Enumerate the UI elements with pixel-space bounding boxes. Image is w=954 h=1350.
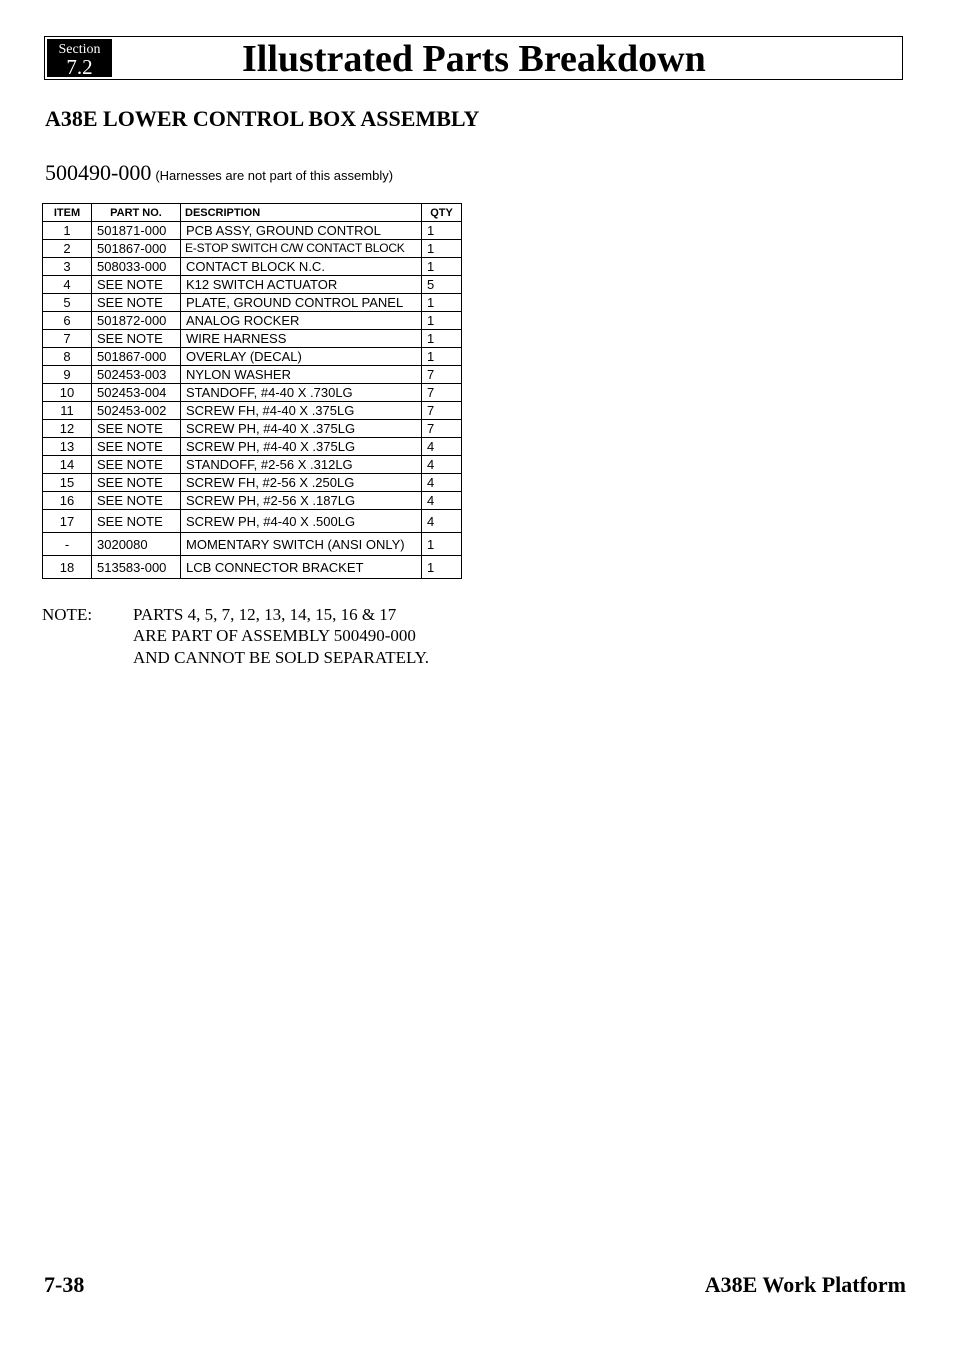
qty-cell: 7 bbox=[422, 366, 462, 384]
item-cell: 1 bbox=[43, 222, 92, 240]
table-row bbox=[43, 312, 462, 330]
part-no-cell: 513583-000 bbox=[92, 556, 181, 579]
table-row bbox=[43, 438, 462, 456]
description-cell: WIRE HARNESS bbox=[181, 330, 422, 348]
item-cell: 3 bbox=[43, 258, 92, 276]
qty-cell: 4 bbox=[422, 510, 462, 533]
qty-cell: 4 bbox=[422, 438, 462, 456]
item-cell: 13 bbox=[43, 438, 92, 456]
table-row bbox=[43, 384, 462, 402]
qty-cell: 4 bbox=[422, 456, 462, 474]
table-row bbox=[43, 276, 462, 294]
section-badge bbox=[47, 39, 112, 77]
note-line: PARTS 4, 5, 7, 12, 13, 14, 15, 16 & 17 bbox=[133, 605, 397, 624]
item-cell: 8 bbox=[43, 348, 92, 366]
qty-cell: 1 bbox=[422, 330, 462, 348]
table-header-row bbox=[43, 204, 462, 222]
part-no-cell: 501867-000 bbox=[92, 240, 181, 258]
qty-cell: 4 bbox=[422, 492, 462, 510]
part-no-cell: SEE NOTE bbox=[92, 330, 181, 348]
item-cell: 12 bbox=[43, 420, 92, 438]
item-cell: 9 bbox=[43, 366, 92, 384]
assembly-part-number bbox=[45, 160, 393, 186]
description-cell: PLATE, GROUND CONTROL PANEL bbox=[181, 294, 422, 312]
item-cell: 14 bbox=[43, 456, 92, 474]
header-qty: QTY bbox=[422, 204, 462, 222]
part-no-cell: 502453-003 bbox=[92, 366, 181, 384]
description-cell: CONTACT BLOCK N.C. bbox=[181, 258, 422, 276]
description-cell: MOMENTARY SWITCH (ANSI ONLY) bbox=[181, 533, 422, 556]
description-cell: ANALOG ROCKER bbox=[181, 312, 422, 330]
description-cell: STANDOFF, #4-40 X .730LG bbox=[181, 384, 422, 402]
item-cell: 17 bbox=[43, 510, 92, 533]
part-no-cell: 502453-002 bbox=[92, 402, 181, 420]
part-no-cell: 501872-000 bbox=[92, 312, 181, 330]
table-row bbox=[43, 366, 462, 384]
description-cell: SCREW PH, #4-40 X .375LG bbox=[181, 438, 422, 456]
part-number-note: (Harnesses are not part of this assembly) bbox=[155, 168, 394, 183]
section-label: Section bbox=[58, 42, 101, 57]
table-row bbox=[43, 420, 462, 438]
description-cell: STANDOFF, #2-56 X .312LG bbox=[181, 456, 422, 474]
part-no-cell: SEE NOTE bbox=[92, 474, 181, 492]
description-cell: K12 SWITCH ACTUATOR bbox=[181, 276, 422, 294]
parts-table-body bbox=[43, 222, 462, 579]
qty-cell: 1 bbox=[422, 240, 462, 258]
part-no-cell: 3020080 bbox=[92, 533, 181, 556]
description-cell: SCREW PH, #4-40 X .375LG bbox=[181, 420, 422, 438]
description-cell: SCREW FH, #4-40 X .375LG bbox=[181, 402, 422, 420]
description-cell: PCB ASSY, GROUND CONTROL bbox=[181, 222, 422, 240]
item-cell: 18 bbox=[43, 556, 92, 579]
table-row bbox=[43, 240, 462, 258]
part-no-cell: SEE NOTE bbox=[92, 510, 181, 533]
part-no-cell: SEE NOTE bbox=[92, 276, 181, 294]
qty-cell: 4 bbox=[422, 474, 462, 492]
part-no-cell: 501871-000 bbox=[92, 222, 181, 240]
part-no-cell: 501867-000 bbox=[92, 348, 181, 366]
note-line: ARE PART OF ASSEMBLY 500490-000 bbox=[133, 626, 416, 645]
table-row bbox=[43, 330, 462, 348]
header-item: ITEM bbox=[43, 204, 92, 222]
table-row bbox=[43, 402, 462, 420]
part-number-value: 500490-000 bbox=[45, 160, 152, 185]
part-no-cell: SEE NOTE bbox=[92, 456, 181, 474]
part-no-cell: SEE NOTE bbox=[92, 294, 181, 312]
description-cell: LCB CONNECTOR BRACKET bbox=[181, 556, 422, 579]
qty-cell: 1 bbox=[422, 533, 462, 556]
description-cell: SCREW PH, #4-40 X .500LG bbox=[181, 510, 422, 533]
qty-cell: 5 bbox=[422, 276, 462, 294]
description-cell: OVERLAY (DECAL) bbox=[181, 348, 422, 366]
qty-cell: 1 bbox=[422, 348, 462, 366]
header-part-no: PART NO. bbox=[92, 204, 181, 222]
item-cell: 6 bbox=[43, 312, 92, 330]
qty-cell: 1 bbox=[422, 312, 462, 330]
description-cell: NYLON WASHER bbox=[181, 366, 422, 384]
item-cell: 10 bbox=[43, 384, 92, 402]
description-cell: SCREW PH, #2-56 X .187LG bbox=[181, 492, 422, 510]
qty-cell: 7 bbox=[422, 384, 462, 402]
table-row bbox=[43, 456, 462, 474]
qty-cell: 1 bbox=[422, 294, 462, 312]
item-cell: 11 bbox=[43, 402, 92, 420]
page-number: 7-38 bbox=[44, 1272, 85, 1297]
part-no-cell: SEE NOTE bbox=[92, 420, 181, 438]
table-row bbox=[43, 258, 462, 276]
item-cell: 5 bbox=[43, 294, 92, 312]
header-description: DESCRIPTION bbox=[181, 204, 422, 222]
item-cell: 2 bbox=[43, 240, 92, 258]
part-no-cell: 508033-000 bbox=[92, 258, 181, 276]
qty-cell: 1 bbox=[422, 222, 462, 240]
table-row bbox=[43, 294, 462, 312]
item-cell: 4 bbox=[43, 276, 92, 294]
description-cell: SCREW FH, #2-56 X .250LG bbox=[181, 474, 422, 492]
qty-cell: 1 bbox=[422, 556, 462, 579]
qty-cell: 7 bbox=[422, 420, 462, 438]
note-line: AND CANNOT BE SOLD SEPARATELY. bbox=[133, 648, 429, 667]
product-name: A38E Work Platform bbox=[704, 1272, 906, 1297]
parts-table bbox=[42, 203, 462, 579]
item-cell: 7 bbox=[43, 330, 92, 348]
table-row bbox=[43, 533, 462, 556]
table-row bbox=[43, 556, 462, 579]
part-no-cell: 502453-004 bbox=[92, 384, 181, 402]
qty-cell: 1 bbox=[422, 258, 462, 276]
note-label: NOTE: bbox=[42, 605, 93, 624]
item-cell: 16 bbox=[43, 492, 92, 510]
table-row bbox=[43, 348, 462, 366]
part-no-cell: SEE NOTE bbox=[92, 492, 181, 510]
page-header bbox=[44, 36, 903, 80]
item-cell: 15 bbox=[43, 474, 92, 492]
table-row bbox=[43, 222, 462, 240]
table-row bbox=[43, 510, 462, 533]
part-no-cell: SEE NOTE bbox=[92, 438, 181, 456]
table-row bbox=[43, 474, 462, 492]
description-cell: E-STOP SWITCH C/W CONTACT BLOCK bbox=[181, 240, 422, 258]
item-cell: - bbox=[43, 533, 92, 556]
section-number: 7.2 bbox=[66, 55, 93, 79]
table-row bbox=[43, 492, 462, 510]
qty-cell: 7 bbox=[422, 402, 462, 420]
assembly-title: A38E LOWER CONTROL BOX ASSEMBLY bbox=[45, 106, 480, 131]
page-title: Illustrated Parts Breakdown bbox=[242, 38, 706, 80]
